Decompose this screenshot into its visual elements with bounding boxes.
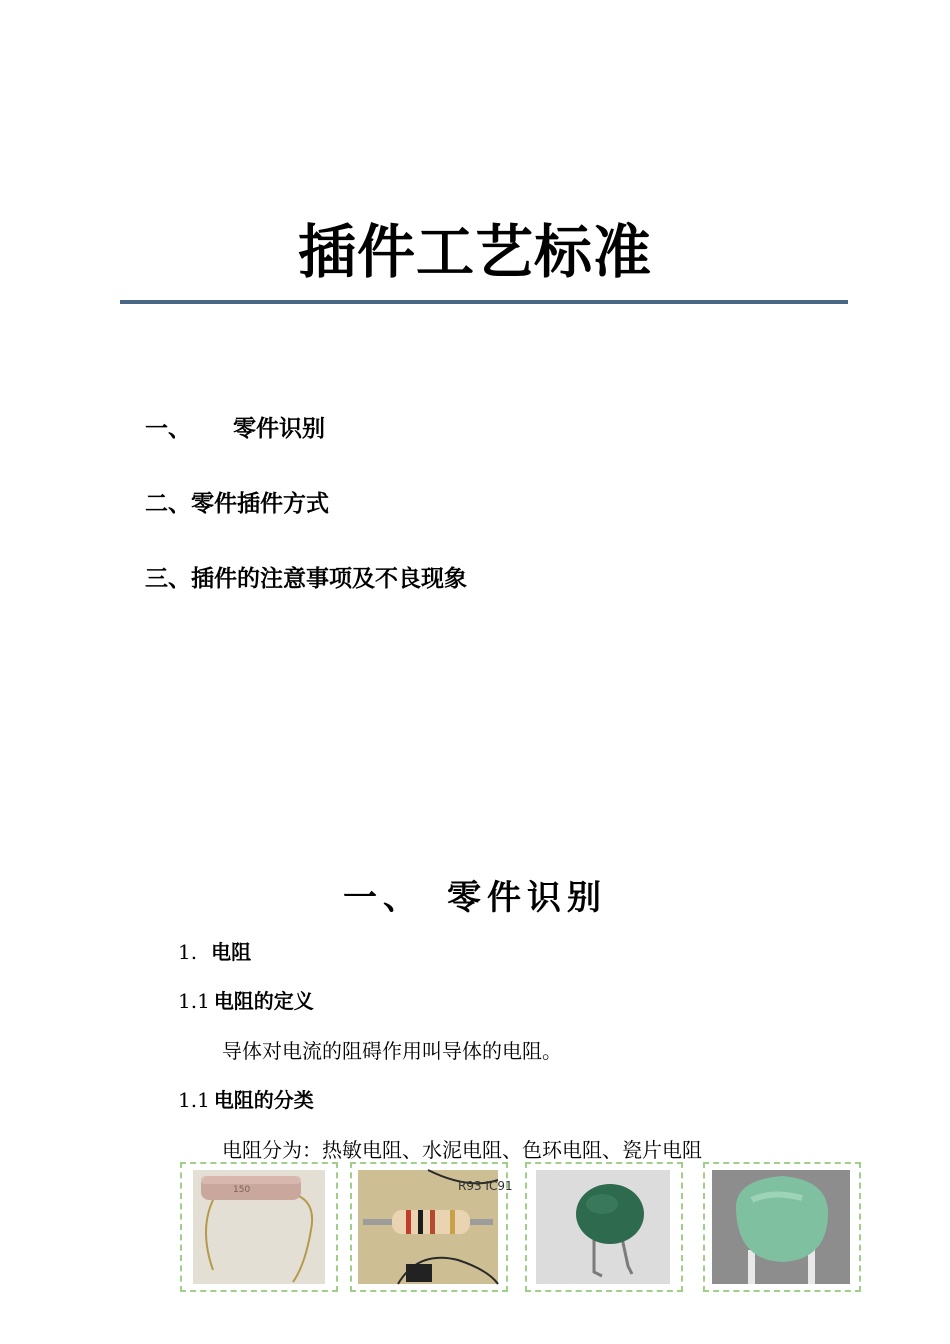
toc-item-1 [145,410,325,443]
heading-resistor [178,936,251,965]
toc-number: 一、 [145,416,191,442]
toc-number: 三、 [145,566,191,592]
heading-number: 1.1 [178,1088,210,1112]
toc-number: 二、 [145,491,191,517]
toc-item-2 [145,485,329,518]
section-heading-text: 零件识别 [447,878,607,918]
heading-text: 电阻 [211,940,252,964]
cement-resistor-photo [193,1170,325,1284]
title-underline [120,300,848,304]
section-number: 一、 [343,878,423,918]
document-title: 插件工艺标准 [297,218,652,286]
definition-paragraph: 导体对电流的阻碍作用叫导体的电阻。 [222,1039,562,1063]
ceramic-resistor-photo [712,1170,850,1284]
classification-paragraph: 电阻分为：热敏电阻、水泥电阻、色环电阻、瓷片电阻 [222,1138,702,1162]
toc-text: 零件插件方式 [191,491,329,517]
board-print-text: R93 IC91 [458,1179,513,1193]
heading-text: 电阻的分类 [213,1088,314,1112]
thermistor-photo [536,1170,670,1284]
toc-text: 零件识别 [233,416,325,442]
heading-resistor-definition [178,985,314,1014]
color-ring-resistor-photo [358,1170,513,1284]
section-title [0,870,950,919]
toc-text: 插件的注意事项及不良现象 [191,566,467,592]
toc-item-3 [145,560,467,593]
resistor-print-text: 150 [233,1185,251,1195]
heading-text: 电阻的定义 [213,989,314,1013]
heading-number: 1.1 [178,989,210,1013]
heading-number: 1. [178,940,198,964]
heading-resistor-classification [178,1084,314,1113]
